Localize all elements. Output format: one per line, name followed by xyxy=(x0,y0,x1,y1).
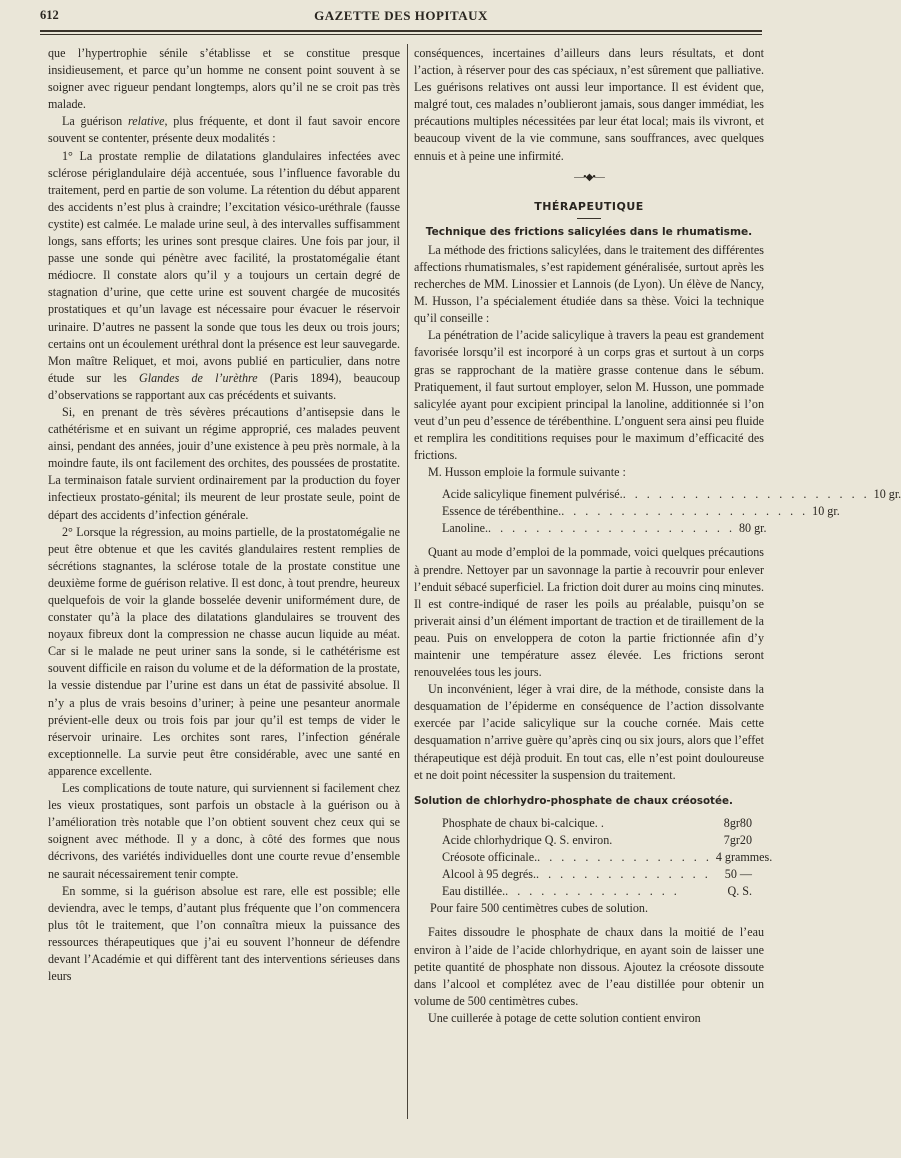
formula-row: Alcool à 95 degrés. . . . . . . . . . . . . . . . 50 — xyxy=(442,867,752,882)
left-column xyxy=(48,45,400,985)
formula-row: Essence de térébenthine. . . . . . . . . . . . . . . . . . . . . . 10 gr. xyxy=(442,504,840,519)
formula-row: Acide chlorhydrique Q. S. environ. 7gr20 xyxy=(442,832,752,847)
paragraph: 2° Lorsque la régression, au moins partielle, de la prostatomégalie ne peut être obtenue et que les cavités glandulaires restent remplies de sécrétions stagnantes, la sclérose totale de la prostate constitue une deuxième forme de guérison relative. Il est donc, à tout prendre, heureux quelquefois de voir la glande bosselée devenir uniformément dure, de constater qu’à la place des dilatations glandulaires se trouvent des noyaux fibreux dont la compression ne chasse aucun liquide au méat. Car si le malade ne peut uriner sans la sonde, si le cathétérisme est souvent difficile en raison du volume et de la déformation de la prostate, la vessie distendue par l’urine est dans un état de passivité absolue. Il n’y a plus de vrais besoins d’uriner; à peine une pesanteur anormale prévient-elle deux ou trois fois par jour qu’il est temps de vider le réservoir urinaire. Les orchites sont rares, l’infection générale exceptionnelle. La survie peut être considérable, avec une santé en apparence excellente. xyxy=(48,524,400,778)
header-rule-thick xyxy=(40,30,762,32)
formula-note: Pour faire 500 centimètres cubes de solution. xyxy=(430,901,648,916)
paragraph: Une cuillerée à potage de cette solution contient environ xyxy=(428,1010,701,1025)
paragraph: que l’hypertrophie sénile s’établisse et se constitue presque insidieusement, et parce qu’un homme ne consent point souvent à se soigner avec rigueur pendant longtemps, alors qu’il ne se croit pas très malade. xyxy=(48,46,400,112)
section-title: THÉRAPEUTIQUE xyxy=(534,199,644,213)
paragraph: Si, en prenant de très sévères précautions d’antisepsie dans le cathétérisme et en suivant un régime approprié, ces malades peuvent ainsi, pendant des années, jouir d’une existence à peu près normale, à la moindre faute, ils ont facilement des orchites, des poussées de prostatite. La terminaison fatale survient ordinairement par la production du foyer infectieux prostato-génital; ils meurent de leur prostate seule, point de départ des accidents d’infection générale. xyxy=(48,404,400,522)
column-divider xyxy=(407,44,408,1119)
formula-row: Acide salicylique finement pulvérisé. . . . . . . . . . . . . . . . . . . . . . 10 gr. xyxy=(442,487,901,502)
ornament-divider: —•◆•— xyxy=(574,171,604,183)
paragraph: Faites dissoudre le phosphate de chaux dans la moitié de l’eau environ à l’aide de l’acide chlorhydrique, en ayant soin de laisser une petite quantité de phosphate non dissous. Ajoutez la créosote dissoute dans l’alcool et complétez avec de l’eau distillée pour obtenir un volume de 500 centimètres cubes. xyxy=(414,925,764,1008)
journal-title: GAZETTE DES HOPITAUX xyxy=(314,8,488,23)
paragraph: M. Husson emploie la formule suivante : xyxy=(428,465,626,480)
paragraph: En somme, si la guérison absolue est rare, elle est possible; elle deviendra, avec le temps, d’autant plus fréquente que l’on commencera plus tôt le traitement, que l’on connaîtra mieux la puissance des ressources thérapeutiques que j’ai eu souvent l’honneur de défendre devant l’Académie et qui diffèrent tant des interventions sérieuses dans leurs xyxy=(48,883,400,984)
running-header xyxy=(40,6,762,28)
formula-row: Créosote officinale. . . . . . . . . . . . . . . . 4 grammes. xyxy=(442,850,773,865)
paragraph: Un inconvénient, léger à vrai dire, de la méthode, consiste dans la desquamation de l’épiderme en conséquence de l’action dissolvante exercée par l’acide salicylique sur la couche cornée. Mais cette desquamation n’arrive guère qu’après cinq ou six jours, alors que l’effet thérapeutique est déjà produit. En tout cas, elle n’est point douloureuse et ne doit point nécessiter la suspension du traitement. xyxy=(414,682,764,782)
page-number: 612 xyxy=(40,8,59,22)
subheading: Solution de chlorhydro-phosphate de chaux créosotée. xyxy=(414,794,733,807)
formula-list xyxy=(414,486,901,537)
article-title: Technique des frictions salicylées dans le rhumatisme. xyxy=(425,225,753,238)
book-title: Glandes de l’urèthre xyxy=(138,370,258,385)
paragraph: Les complications de toute nature, qui surviennent si facilement chez les vieux prostatiques, sont parfois un obstacle à la guérison ou à l’amélioration très notable que l’on obtient souvent chez ceux qui se soignent avec méthode. Il y a donc, à côté des formes que nous décrivons, des variétés individuelles dont une courte revue d’ensemble ne saurait nécessairement tenir compte. xyxy=(48,781,400,881)
paragraph: La guérison relative, plus fréquente, et dont il faut savoir encore souvent se contenter, présente deux modalités : xyxy=(48,114,400,146)
paragraph: 1° La prostate remplie de dilatations glandulaires infectées avec sclérose périglandulaire déjà accentuée, sous l’influence favorable du traitement, perd en partie de son volume. La rétention du début apparent des accidents n’est plus à craindre; l’excitation vésico-uréthrale (fausse cystite) est calmée. Le malade urine seul, à des intervalles suffisamment longs, sans efforts; les urines sont presque claires. Une fois par jour, il passe une sonde qui pénètre avec facilité, la prostatomégalie étant médiocre. Il constate alors qu’il y a toujours un certain degré de stagnation d’urine, que cette urine est souvent chargée de mucosités prostatiques et qu’un lavage est nécessaire pour évacuer le réservoir urinaire. D’autres ne passent la sonde que tous les deux ou trois jours; certains ont un écoulement uréthral dont la présence est leur sauvegarde. Mon maître Reliquet, et moi, avons publié en particulier, dans notre étude sur les Glandes de l’urèthre (Paris 1894), beaucoup d’observations se rapportant aux cas précédents et suivants. xyxy=(48,148,400,402)
section-rule xyxy=(577,218,601,219)
header-rule-thin xyxy=(40,34,762,35)
emphasis: relative xyxy=(127,114,165,129)
right-column xyxy=(414,45,901,1027)
formula-row: Lanoline. . . . . . . . . . . . . . . . . . . . . . 80 gr. xyxy=(442,521,767,536)
formula-row: Phosphate de chaux bi-calcique. . 8gr80 xyxy=(442,815,752,830)
formula-row: Eau distillée. . . . . . . . . . . . . . . . Q. S. xyxy=(442,884,752,899)
paragraph: conséquences, incertaines d’ailleurs dans leurs résultats, et dont l’action, à réserver pour des cas spéciaux, n’est sûrement que palliative. Les guérisons relatives ont aussi leur importance. Il est évident que, malgré tout, ces malades n’oublieront jamais, sous danger immédiat, les précautions multiples nécessitées par leur état local; mais ils vivront, et beaucoup vivent de la vie commune, sans souffrances, avec quelques ennuis et à peine une infirmité. xyxy=(414,46,764,163)
formula-list xyxy=(414,815,773,918)
paragraph: Quant au mode d’emploi de la pommade, voici quelques précautions à prendre. Nettoyer par un savonnage la partie à recouvrir pour enlever l’enduit sébacé superficiel. La friction doit durer au moins cinq minutes. Il est contre-indiqué de raser les poils au préalable, puisqu’on se priverait ainsi d’un élément important de traction et de tiraillement de la peau. Puis on enveloppera de coton la partie frictionnée afin d’y maintenir une température assez élevée. Les frictions seront renouvelées tous les jours. xyxy=(414,545,764,680)
paragraph: La méthode des frictions salicylées, dans le traitement des différentes affections rhumatismales, s’est rapidement généralisée, surtout après les recherches de MM. Linossier et Lannois (de Lyon). Un élève de Nancy, M. Husson, l’a spécialement étudiée dans sa thèse. Voici la technique qu’il conseille : xyxy=(414,242,764,326)
paragraph: La pénétration de l’acide salicylique à travers la peau est grandement favorisée lorsqu’il est incorporé à un corps gras et surtout à un corps gras se rapprochant de la matière grasse contenue dans le sébum. Pratiquement, il faut surtout employer, selon M. Husson, une pommade salicylée ayant pour excipient principal la lanoline, additionnée si l’on veut d’un peu d’essence de térébenthine. L’onguent sera ainsi peu fluide et remplira les condititions requises pour le maximum d’efficacité des frictions. xyxy=(414,328,764,462)
